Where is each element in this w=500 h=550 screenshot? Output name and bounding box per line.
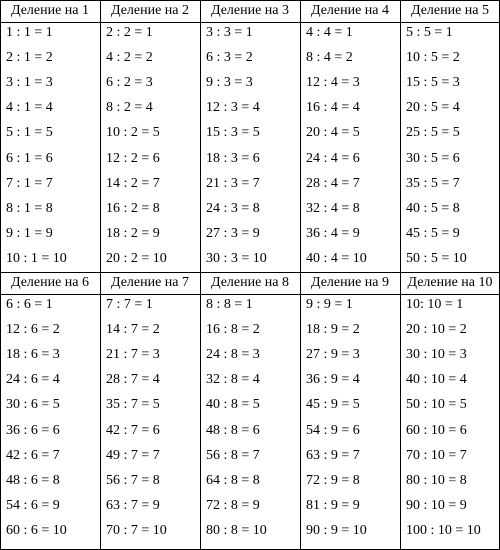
division-fact: 8 : 1 = 8 [6, 200, 53, 216]
division-fact: 48 : 8 = 6 [206, 422, 260, 438]
division-fact: 30 : 10 = 3 [406, 347, 467, 363]
division-fact: 72 : 9 = 8 [306, 472, 360, 488]
division-fact: 12 : 4 = 3 [306, 75, 360, 91]
column-header: Деление на 7 [110, 275, 190, 290]
division-fact: 2 : 2 = 1 [106, 25, 153, 40]
grid-line-vertical [400, 0, 401, 550]
division-fact: 40 : 8 = 5 [206, 397, 260, 413]
division-fact: 32 : 8 = 4 [206, 372, 260, 388]
division-fact: 40 : 5 = 8 [406, 200, 460, 216]
division-column [200, 0, 300, 275]
division-fact: 60 : 10 = 6 [406, 422, 467, 438]
division-fact: 14 : 2 = 7 [106, 175, 160, 191]
division-fact: 8 : 4 = 2 [306, 50, 353, 66]
division-fact: 10 : 2 = 5 [106, 125, 160, 141]
division-fact: 6 : 2 = 3 [106, 75, 153, 91]
division-fact: 12 : 2 = 6 [106, 150, 160, 166]
division-fact: 20 : 10 = 2 [406, 322, 467, 338]
division-fact: 63 : 7 = 9 [106, 497, 160, 513]
division-fact: 6 : 6 = 1 [6, 297, 53, 312]
column-header: Деление на 1 [10, 3, 90, 18]
division-fact: 90 : 10 = 9 [406, 497, 467, 513]
division-fact: 30 : 5 = 6 [406, 150, 460, 166]
division-fact: 70 : 7 = 10 [106, 522, 167, 538]
division-fact: 16 : 8 = 2 [206, 322, 260, 338]
division-fact: 4 : 1 = 4 [6, 100, 53, 116]
division-fact: 30 : 6 = 5 [6, 397, 60, 413]
division-fact: 42 : 6 = 7 [6, 447, 60, 463]
division-fact: 56 : 7 = 8 [106, 472, 160, 488]
division-fact: 50 : 5 = 10 [406, 250, 467, 266]
grid-line-horizontal [0, 22, 500, 23]
division-fact: 36 : 9 = 4 [306, 372, 360, 388]
division-fact: 15 : 3 = 5 [206, 125, 260, 141]
division-column [200, 272, 300, 547]
division-fact: 45 : 9 = 5 [306, 397, 360, 413]
table-block-2 [0, 272, 500, 547]
division-column [400, 272, 500, 547]
division-fact: 90 : 9 = 10 [306, 522, 367, 538]
division-fact: 18 : 9 = 2 [306, 322, 360, 338]
division-fact: 28 : 4 = 7 [306, 175, 360, 191]
division-fact: 80 : 8 = 10 [206, 522, 267, 538]
division-fact: 63 : 9 = 7 [306, 447, 360, 463]
division-fact: 20 : 2 = 10 [106, 250, 167, 266]
division-column [400, 0, 500, 275]
division-fact: 6 : 3 = 2 [206, 50, 253, 66]
division-fact: 54 : 6 = 9 [6, 497, 60, 513]
division-fact: 14 : 7 = 2 [106, 322, 160, 338]
division-fact: 8 : 8 = 1 [206, 297, 253, 312]
division-fact: 64 : 8 = 8 [206, 472, 260, 488]
division-fact: 24 : 6 = 4 [6, 372, 60, 388]
division-fact: 3 : 3 = 1 [206, 25, 253, 40]
division-fact: 8 : 2 = 4 [106, 100, 153, 116]
division-column [0, 272, 100, 547]
grid-line-vertical [200, 0, 201, 550]
division-fact: 35 : 5 = 7 [406, 175, 460, 191]
division-fact: 24 : 3 = 8 [206, 200, 260, 216]
division-fact: 16 : 2 = 8 [106, 200, 160, 216]
division-fact: 7 : 7 = 1 [106, 297, 153, 312]
column-header: Деление на 6 [10, 275, 90, 290]
division-fact: 50 : 10 = 5 [406, 397, 467, 413]
division-fact: 54 : 9 = 6 [306, 422, 360, 438]
division-column [300, 0, 400, 275]
division-fact: 32 : 4 = 8 [306, 200, 360, 216]
division-fact: 30 : 3 = 10 [206, 250, 267, 266]
division-column [300, 272, 400, 547]
column-header: Деление на 8 [210, 275, 290, 290]
division-fact: 18 : 2 = 9 [106, 225, 160, 241]
division-fact: 27 : 9 = 3 [306, 347, 360, 363]
division-fact: 40 : 4 = 10 [306, 250, 367, 266]
division-fact: 12 : 6 = 2 [6, 322, 60, 338]
division-fact: 9 : 3 = 3 [206, 75, 253, 91]
division-fact: 36 : 4 = 9 [306, 225, 360, 241]
division-column [100, 272, 200, 547]
division-fact: 6 : 1 = 6 [6, 150, 53, 166]
division-fact: 9 : 1 = 9 [6, 225, 53, 241]
division-fact: 56 : 8 = 7 [206, 447, 260, 463]
division-fact: 80 : 10 = 8 [406, 472, 467, 488]
division-fact: 18 : 3 = 6 [206, 150, 260, 166]
column-header: Деление на 4 [310, 3, 390, 18]
division-fact: 5 : 5 = 1 [406, 25, 453, 40]
division-fact: 40 : 10 = 4 [406, 372, 467, 388]
column-header: Деление на 2 [110, 3, 190, 18]
division-fact: 1 : 1 = 1 [6, 25, 53, 40]
column-header: Деление на 3 [210, 3, 290, 18]
grid-line-horizontal [0, 294, 500, 295]
division-fact: 16 : 4 = 4 [306, 100, 360, 116]
division-fact: 36 : 6 = 6 [6, 422, 60, 438]
division-fact: 45 : 5 = 9 [406, 225, 460, 241]
division-fact: 7 : 1 = 7 [6, 175, 53, 191]
division-fact: 48 : 6 = 8 [6, 472, 60, 488]
division-column [100, 0, 200, 275]
division-fact: 15 : 5 = 3 [406, 75, 460, 91]
column-header: Деление на 10 [407, 275, 493, 290]
division-fact: 42 : 7 = 6 [106, 422, 160, 438]
division-fact: 4 : 2 = 2 [106, 50, 153, 66]
division-fact: 25 : 5 = 5 [406, 125, 460, 141]
division-fact: 9 : 9 = 1 [306, 297, 353, 312]
division-column [0, 0, 100, 275]
division-fact: 4 : 4 = 1 [306, 25, 353, 40]
grid-line-horizontal [0, 0, 500, 1]
division-fact: 20 : 4 = 5 [306, 125, 360, 141]
division-fact: 72 : 8 = 9 [206, 497, 260, 513]
grid-line-vertical [0, 0, 1, 550]
grid-line-vertical [300, 0, 301, 550]
division-fact: 28 : 7 = 4 [106, 372, 160, 388]
division-fact: 100 : 10 = 10 [406, 522, 481, 538]
division-fact: 10 : 1 = 10 [6, 250, 67, 266]
division-fact: 21 : 3 = 7 [206, 175, 260, 191]
grid-line-horizontal [0, 272, 500, 273]
division-fact: 81 : 9 = 9 [306, 497, 360, 513]
column-header: Деление на 5 [410, 3, 490, 18]
division-fact: 12 : 3 = 4 [206, 100, 260, 116]
division-fact: 10 : 5 = 2 [406, 50, 460, 66]
division-fact: 2 : 1 = 2 [6, 50, 53, 66]
division-fact: 18 : 6 = 3 [6, 347, 60, 363]
division-fact: 20 : 5 = 4 [406, 100, 460, 116]
division-fact: 10: 10 = 1 [406, 297, 464, 312]
division-fact: 27 : 3 = 9 [206, 225, 260, 241]
division-fact: 3 : 1 = 3 [6, 75, 53, 91]
column-header: Деление на 9 [310, 275, 390, 290]
grid-line-vertical [100, 0, 101, 550]
division-fact: 5 : 1 = 5 [6, 125, 53, 141]
division-fact: 24 : 4 = 6 [306, 150, 360, 166]
division-fact: 70 : 10 = 7 [406, 447, 467, 463]
division-fact: 24 : 8 = 3 [206, 347, 260, 363]
division-fact: 60 : 6 = 10 [6, 522, 67, 538]
division-fact: 21 : 7 = 3 [106, 347, 160, 363]
division-fact: 49 : 7 = 7 [106, 447, 160, 463]
division-fact: 35 : 7 = 5 [106, 397, 160, 413]
